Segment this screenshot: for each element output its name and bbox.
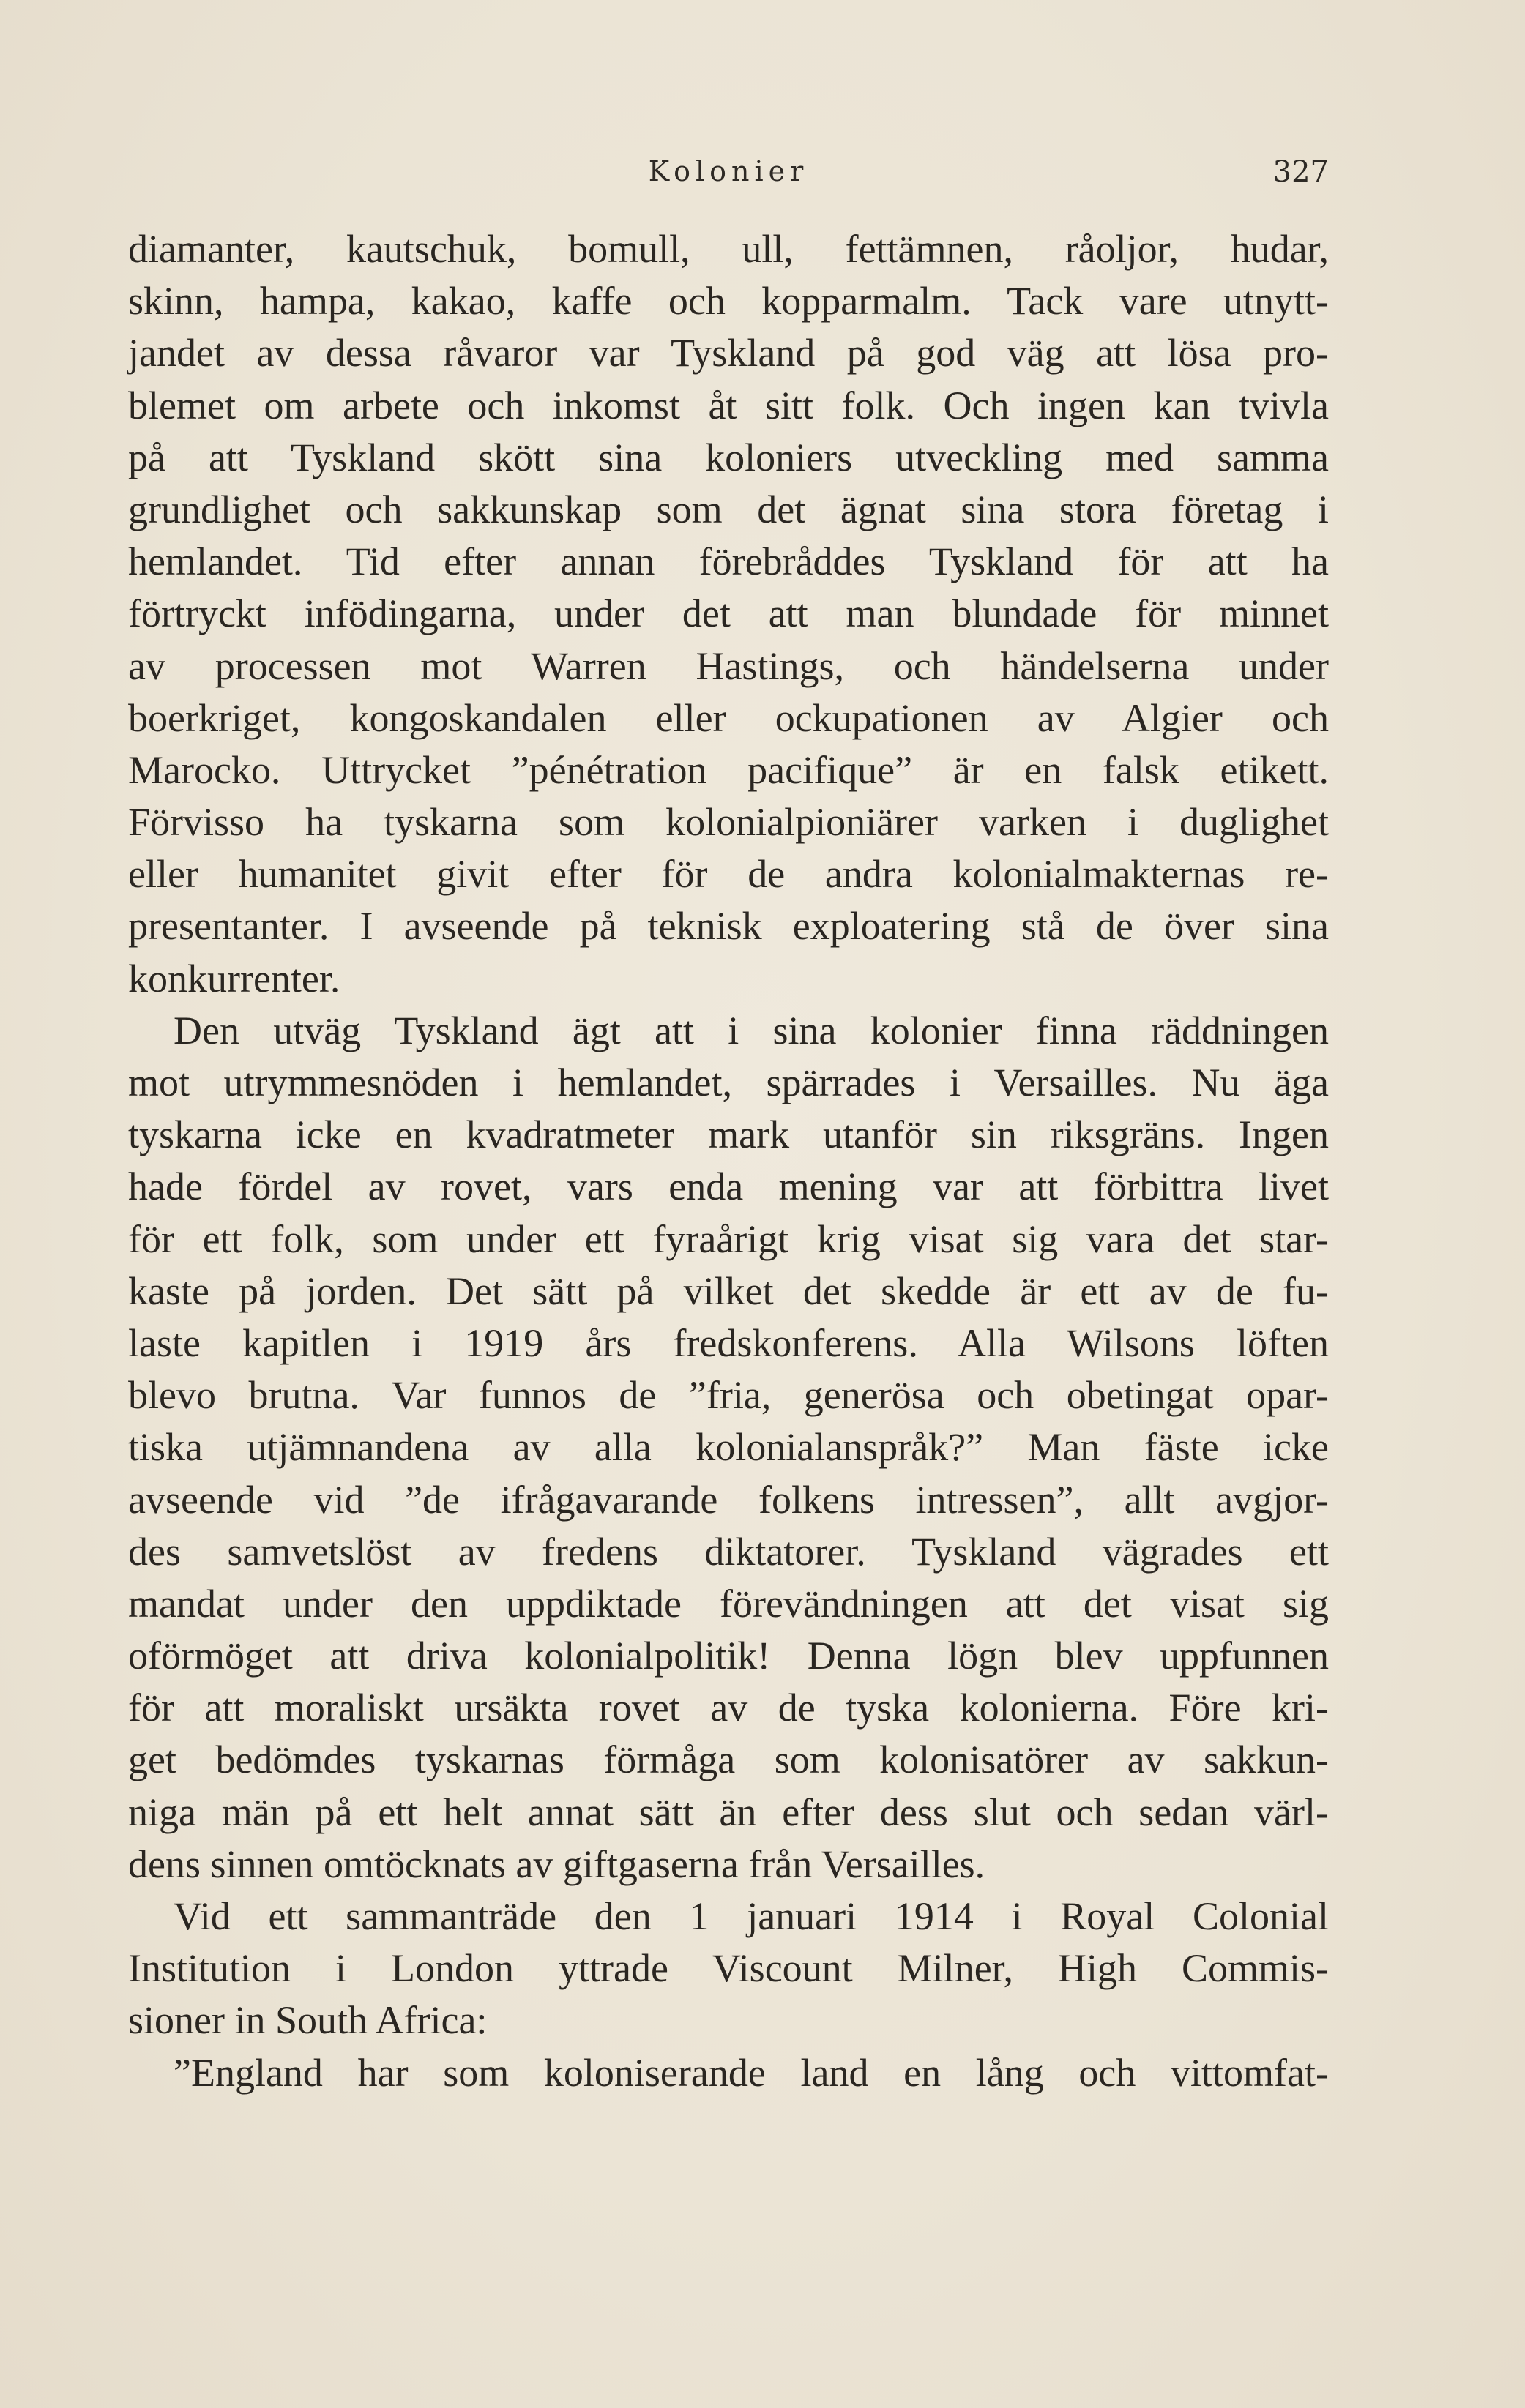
- text-line: Institution i London yttrade Viscount Milner, High Commis-: [128, 1946, 1329, 1991]
- text-line: tiska utjämnandena av alla kolonialanspråk?” Man fäste icke: [128, 1425, 1329, 1470]
- paragraph-start-line: Den utväg Tyskland ägt att i sina kolonier finna räddningen: [174, 1008, 1329, 1052]
- text-line: skinn, hampa, kakao, kaffe och kopparmalm. Tack vare utnytt-: [128, 279, 1329, 324]
- text-line: på att Tyskland skött sina koloniers utveckling med samma: [128, 435, 1329, 479]
- text-line: boerkriget, kongoskandalen eller ockupationen av Algier och: [128, 695, 1329, 740]
- text-line: diamanter, kautschuk, bomull, ull, fettämnen, råoljor, hudar,: [128, 227, 1329, 271]
- text-line: niga män på ett helt annat sätt än efter dess slut och sedan värl-: [128, 1790, 1329, 1834]
- paragraph-end-line: konkurrenter.: [128, 956, 340, 1001]
- text-line: mot utrymmesnöden i hemlandet, spärrades i Versailles. Nu äga: [128, 1061, 1329, 1104]
- text-line: tyskarna icke en kvadratmeter mark utanför sin riksgräns. Ingen: [128, 1113, 1329, 1157]
- text-line: för att moraliskt ursäkta rovet av de tyska kolonierna. Före kri-: [128, 1686, 1329, 1730]
- text-line: presentanter. I avseende på teknisk exploatering stå de över sina: [128, 904, 1329, 949]
- text-line: hade fördel av rovet, vars enda mening var att förbittra livet: [128, 1164, 1329, 1209]
- paragraph-start-line: ”England har som koloniserande land en lång och vittomfat-: [174, 2050, 1329, 2095]
- paragraph-end-line: sioner in South Africa:: [128, 1998, 488, 2043]
- text-line: des samvetslöst av fredens diktatorer. Tyskland vägrades ett: [128, 1529, 1329, 1574]
- text-line: för ett folk, som under ett fyraårigt krig visat sig vara det star-: [128, 1216, 1329, 1261]
- text-line: förtryckt infödingarna, under det att man blundade för minnet: [128, 591, 1329, 636]
- running-title: Kolonier: [648, 155, 809, 187]
- paragraph-start-line: Vid ett sammanträde den 1 januari 1914 i Royal Colonial: [174, 1894, 1329, 1938]
- text-line: laste kapitlen i 1919 års fredskonferens. Alla Wilsons löften: [128, 1320, 1329, 1365]
- text-line: Marocko. Uttrycket ”pénétration pacifique” är en falsk etikett.: [128, 747, 1329, 792]
- running-head: [128, 155, 1329, 199]
- text-line: Förvisso ha tyskarna som kolonialpioniärer varken i duglighet: [128, 800, 1329, 845]
- text-line: jandet av dessa råvaror var Tyskland på god väg att lösa pro-: [128, 331, 1329, 375]
- text-line: get bedömdes tyskarnas förmåga som kolonisatörer av sakkun-: [128, 1738, 1329, 1782]
- paragraph-end-line: dens sinnen omtöcknats av giftgaserna från Versailles.: [128, 1841, 985, 1886]
- text-line: hemlandet. Tid efter annan förebråddes Tyskland för att ha: [128, 539, 1329, 584]
- text-line: eller humanitet givit efter för de andra kolonialmakternas re-: [128, 852, 1329, 897]
- text-line: avseende vid ”de ifrågavarande folkens intressen”, allt avgjor-: [128, 1477, 1329, 1522]
- body-text: [128, 223, 1329, 2099]
- text-line: av processen mot Warren Hastings, och händelserna under: [128, 643, 1329, 688]
- text-line: oförmöget att driva kolonialpolitik! Denna lögn blev uppfunnen: [128, 1634, 1329, 1678]
- text-line: grundlighet och sakkunskap som det ägnat sina stora företag i: [128, 487, 1329, 531]
- page-number: 327: [1272, 155, 1329, 189]
- text-line: blemet om arbete och inkomst åt sitt folk. Och ingen kan tvivla: [128, 383, 1329, 427]
- text-line: blevo brutna. Var funnos de ”fria, generösa och obetingat opar-: [128, 1373, 1329, 1418]
- text-line: kaste på jorden. Det sätt på vilket det skedde är ett av de fu-: [128, 1268, 1329, 1313]
- text-line: mandat under den uppdiktade förevändningen att det visat sig: [128, 1581, 1329, 1626]
